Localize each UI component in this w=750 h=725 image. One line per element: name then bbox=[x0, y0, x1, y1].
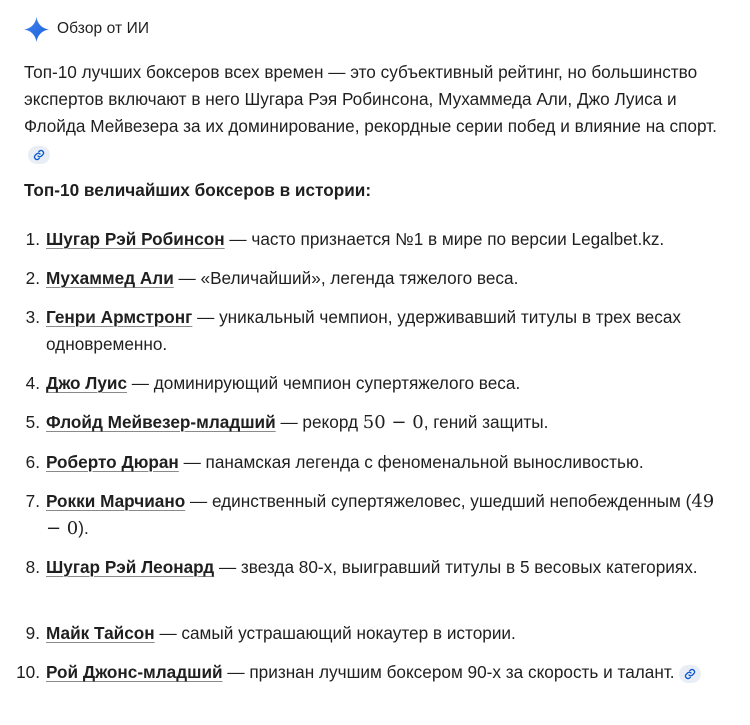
item-body bbox=[46, 370, 718, 397]
item-body bbox=[46, 659, 718, 686]
item-description: — доминирующий чемпион супертяжелого веса. bbox=[127, 373, 521, 393]
item-number: 4. bbox=[25, 373, 40, 393]
item-description: — признан лучшим боксером 90-х за скорость и талант. bbox=[222, 662, 675, 682]
item-body bbox=[46, 449, 718, 476]
source-link-button[interactable] bbox=[28, 146, 50, 164]
boxer-name-link[interactable]: Роберто Дюран bbox=[46, 452, 179, 472]
boxer-name-link[interactable]: Мухаммед Али bbox=[46, 268, 174, 288]
boxer-name-link[interactable]: Джо Луис bbox=[46, 373, 128, 393]
boxer-name-link[interactable]: Рой Джонс-младший bbox=[46, 662, 223, 682]
item-description: — самый устрашающий нокаутер в истории. bbox=[154, 623, 516, 643]
item-number: 7. bbox=[25, 491, 40, 511]
boxer-name-link[interactable]: Флойд Мейвезер-младший bbox=[46, 412, 276, 432]
boxer-name-link[interactable]: Шугар Рэй Леонард bbox=[46, 557, 215, 577]
link-icon bbox=[33, 149, 45, 161]
item-description: — уникальный чемпион, удерживавший титулы в трех весах одновременно. bbox=[46, 307, 681, 354]
boxer-name-link[interactable]: Шугар Рэй Робинсон bbox=[46, 229, 225, 249]
item-description-after: ). bbox=[78, 518, 89, 538]
item-description: — панамская легенда с феноменальной выносливостью. bbox=[178, 452, 644, 472]
item-body bbox=[46, 620, 718, 647]
item-body bbox=[46, 488, 718, 542]
record-math: 49 − 0 bbox=[46, 491, 715, 539]
item-body bbox=[46, 226, 718, 253]
item-description: — рекорд bbox=[275, 412, 363, 432]
item-number: 1. bbox=[25, 229, 40, 249]
item-number: 9. bbox=[25, 623, 40, 643]
ai-overview-title: Обзор от ИИ bbox=[57, 20, 150, 37]
item-number: 2. bbox=[25, 268, 40, 288]
boxer-name-link[interactable]: Майк Тайсон bbox=[46, 623, 155, 643]
record-math: 50 − 0 bbox=[362, 412, 424, 433]
link-icon bbox=[684, 668, 696, 680]
item-body bbox=[46, 304, 718, 358]
intro-text: Топ-10 лучших боксеров всех времен — это субъективный рейтинг, но большинство экспертов включают в него Шугара Рэя Робинсона, Мухаммеда Али, Джо Луиса и Флойда Мейвезера за их доминирование, рекордные серии побед и влияние на спорт. bbox=[24, 62, 717, 136]
item-number: 10. bbox=[16, 662, 40, 682]
item-body bbox=[46, 265, 718, 292]
item-description-after: , гений защиты. bbox=[423, 412, 549, 432]
item-description: — звезда 80-х, выигравший титулы в 5 весовых категориях. bbox=[214, 557, 698, 577]
ai-overview-header bbox=[24, 15, 149, 43]
item-number: 3. bbox=[25, 307, 40, 327]
item-number: 6. bbox=[25, 452, 40, 472]
boxer-name-link[interactable]: Генри Армстронг bbox=[46, 307, 193, 327]
item-number: 5. bbox=[25, 412, 40, 432]
item-body bbox=[46, 409, 718, 436]
sparkle-icon bbox=[24, 17, 49, 42]
intro-paragraph bbox=[24, 59, 724, 167]
item-body bbox=[46, 554, 718, 581]
item-description: — единственный супертяжеловес, ушедший непобежденным ( bbox=[185, 491, 692, 511]
list-heading: Топ-10 величайших боксеров в истории: bbox=[24, 180, 372, 200]
item-description: — «Величайший», легенда тяжелого веса. bbox=[173, 268, 519, 288]
item-number: 8. bbox=[25, 557, 40, 577]
boxer-name-link[interactable]: Рокки Марчиано bbox=[46, 491, 186, 511]
item-description: — часто признается №1 в мире по версии Legalbet.kz. bbox=[224, 229, 665, 249]
source-link-button[interactable] bbox=[679, 665, 701, 683]
